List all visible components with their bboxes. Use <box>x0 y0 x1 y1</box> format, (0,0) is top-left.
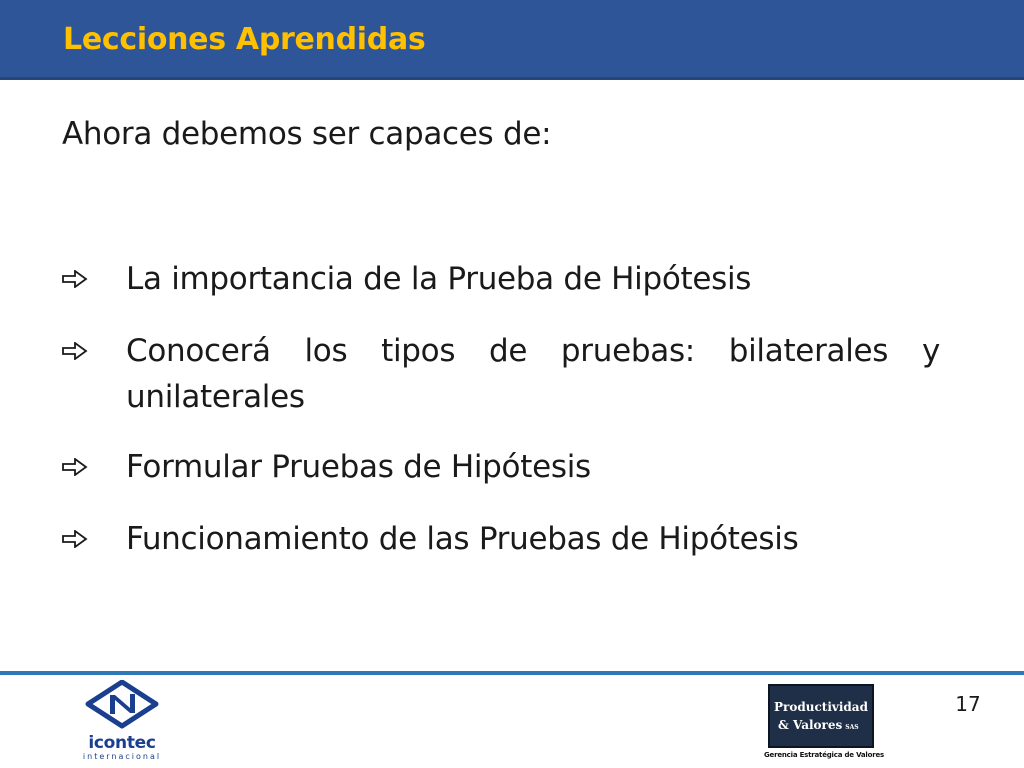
pv-line1: Productividad <box>774 700 868 714</box>
intro-text: Ahora debemos ser capaces de: <box>62 116 552 152</box>
outline-arrow-right-icon <box>62 516 126 562</box>
bullet-text: Formular Pruebas de Hipótesis <box>126 449 591 485</box>
pv-line2 <box>778 718 859 732</box>
bullet-text: Conocerá los tipos de pruebas: bilaterales y unilaterales <box>126 333 940 415</box>
outline-arrow-right-icon <box>62 444 126 490</box>
icontec-wordmark: icontec <box>88 733 156 753</box>
outline-arrow-right-icon <box>62 328 126 374</box>
productividad-valores-logo <box>768 684 874 748</box>
bullet-item <box>62 516 940 562</box>
bullet-text: Funcionamiento de las Pruebas de Hipótesis <box>126 521 799 557</box>
bullet-text: La importancia de la Prueba de Hipótesis <box>126 261 752 297</box>
bullet-item <box>62 256 940 302</box>
pv-suffix: SAS <box>845 724 859 731</box>
pv-tagline: Gerencia Estratégica de Valores <box>764 751 884 759</box>
page-number: 17 <box>955 692 981 716</box>
pv-line2-text: & Valores <box>778 718 843 732</box>
bullet-item <box>62 328 940 420</box>
footer-divider <box>0 671 1024 675</box>
bullet-item <box>62 444 940 490</box>
title-bar <box>0 0 1024 80</box>
icontec-subtitle: internacional <box>82 752 162 761</box>
icontec-n-icon <box>78 680 166 736</box>
slide-title: Lecciones Aprendidas <box>63 22 426 57</box>
outline-arrow-right-icon <box>62 256 126 302</box>
